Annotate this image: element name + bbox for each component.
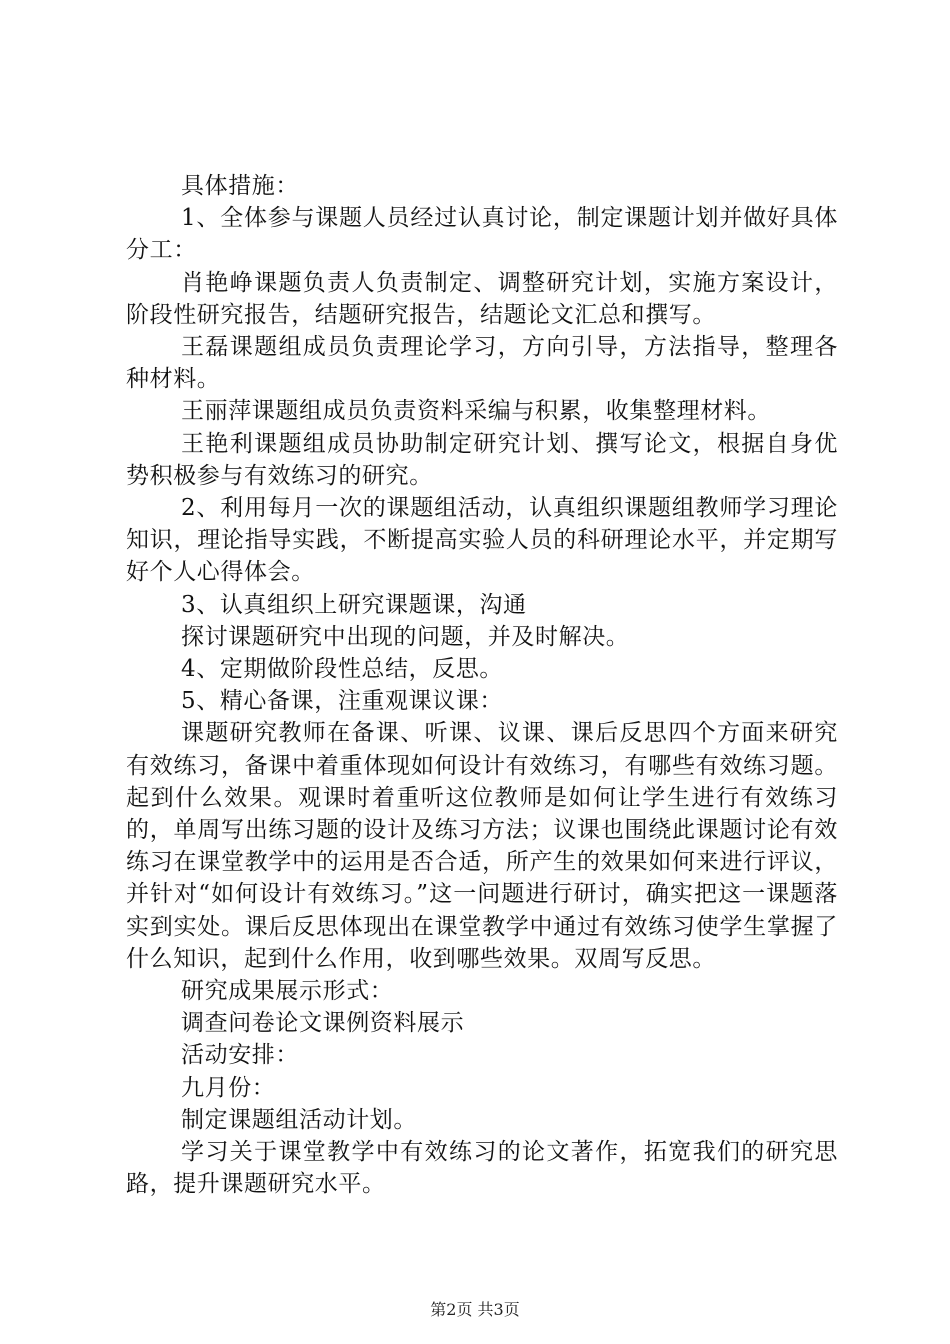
paragraph: 课题研究教师在备课、听课、议课、课后反思四个方面来研究有效练习，备课中着重体现如何设计有效练习，有哪些有效练习题。起到什么效果。观课时着重听这位教师是如何让学生进行有效练习的，单周写出练习题的设计及练习方法；议课也围绕此课题讨论有效练习在课堂教学中的运用是否合适，所产生的效果如何来进行评议，并针对“如何设计有效练习。”这一问题进行研讨，确实把这一课题落实到实处。课后反思体现出在课堂教学中通过有效练习使学生掌握了什么知识，起到什么作用，收到哪些效果。双周写反思。 xyxy=(126,720,838,972)
document-body xyxy=(126,170,838,1201)
paragraph: 1、全体参与课题人员经过认真讨论，制定课题计划并做好具体分工： xyxy=(126,205,838,264)
paragraph: 肖艳峥课题负责人负责制定、调整研究计划，实施方案设计，阶段性研究报告，结题研究报告，结题论文汇总和撰写。 xyxy=(126,269,838,328)
paragraph: 5、精心备课，注重观课议课： xyxy=(181,688,504,715)
paragraph: 制定课题组活动计划。 xyxy=(181,1106,417,1133)
paragraph: 活动安排： xyxy=(181,1042,299,1069)
paragraph: 九月份： xyxy=(181,1074,276,1101)
paragraph: 学习关于课堂教学中有效练习的论文著作，拓宽我们的研究思路，提升课题研究水平。 xyxy=(126,1139,838,1198)
paragraph: 2、利用每月一次的课题组活动，认真组织课题组教师学习理论知识，理论指导实践，不断提高实验人员的科研理论水平，并定期写好个人心得体会。 xyxy=(126,495,838,586)
paragraph: 王磊课题组成员负责理论学习，方向引导，方法指导，整理各种材料。 xyxy=(126,334,838,393)
paragraph: 探讨课题研究中出现的问题，并及时解决。 xyxy=(181,623,630,650)
paragraph: 具体措施： xyxy=(181,173,299,199)
paragraph: 4、定期做阶段性总结，反思。 xyxy=(181,656,504,683)
paragraph: 王艳利课题组成员协助制定研究计划、撰写论文，根据自身优势积极参与有效练习的研究。 xyxy=(126,430,838,489)
paragraph: 3、认真组织上研究课题课，沟通 xyxy=(181,591,527,618)
paragraph: 研究成果展示形式： xyxy=(181,978,394,1005)
page-footer xyxy=(0,1300,950,1320)
paragraph: 王丽萍课题组成员负责资料采编与积累，收集整理材料。 xyxy=(181,398,771,425)
page-number-label: 第2页 共3页 xyxy=(430,1300,520,1319)
paragraph: 调查问卷论文课例资料展示 xyxy=(181,1010,465,1037)
